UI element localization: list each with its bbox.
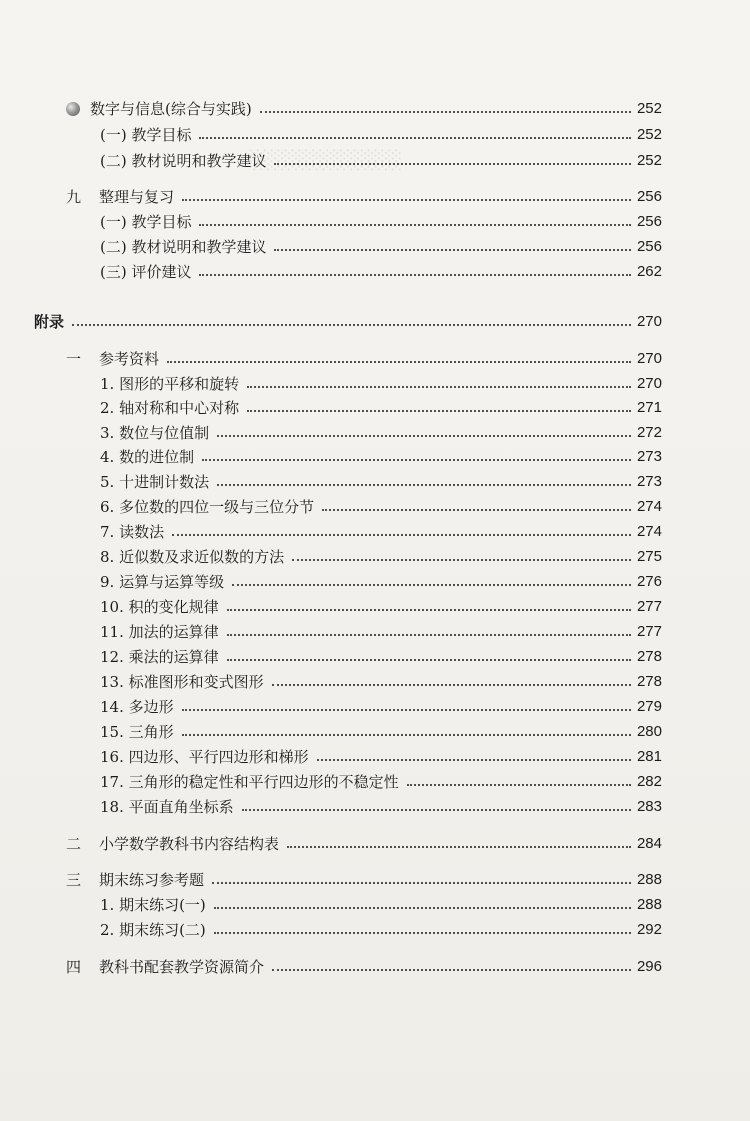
- leader-dots: [199, 136, 630, 139]
- leader-dots: [182, 733, 631, 736]
- leader-dots: [214, 906, 631, 909]
- toc-label: 2. 期末练习(二): [100, 921, 206, 939]
- toc-entry: [100, 666, 662, 692]
- leader-dots: [292, 558, 631, 561]
- toc-page-number: 279: [636, 698, 662, 715]
- toc-label: 期末练习参考题: [99, 871, 205, 889]
- toc-entry: [100, 145, 662, 171]
- bleed-through-text: ░░░░░░░░░░░: [250, 150, 403, 171]
- leader-dots: [322, 508, 631, 511]
- toc-label: 17. 三角形的稳定性和平行四边形的不稳定性: [100, 773, 399, 791]
- leader-dots: [227, 658, 631, 661]
- circle-bullet-icon: [66, 102, 80, 116]
- toc-entry: [100, 591, 662, 617]
- toc-label: 小学数学教科书内容结构表: [99, 835, 280, 853]
- toc-entry: [100, 231, 662, 257]
- leader-dots: [214, 931, 631, 934]
- toc-entry: [66, 828, 662, 854]
- toc-page-number: 283: [636, 798, 662, 815]
- toc-label: 18. 平面直角坐标系: [100, 798, 234, 816]
- toc-page-number: 280: [636, 723, 662, 740]
- toc-entry: [100, 491, 662, 517]
- toc-page-number: 292: [636, 921, 662, 938]
- toc-label: 10. 积的变化规律: [100, 598, 219, 616]
- toc-page-number: 288: [636, 871, 662, 888]
- toc-label: 7. 读数法: [100, 523, 165, 541]
- toc-entry: [66, 343, 662, 369]
- toc-page-number: 270: [636, 375, 662, 392]
- toc-entry: [100, 616, 662, 642]
- toc-label: 整理与复习: [99, 188, 175, 206]
- leader-dots: [317, 758, 631, 761]
- toc-label: 16. 四边形、平行四边形和梯形: [100, 748, 309, 766]
- leader-dots: [227, 608, 631, 611]
- leader-dots: [202, 458, 631, 461]
- toc-page-number: 252: [636, 152, 662, 169]
- toc-page-number: 270: [636, 313, 662, 330]
- toc-entry: [66, 951, 662, 977]
- toc-entry: [34, 306, 662, 332]
- chapter-number: 四: [66, 958, 82, 976]
- leader-dots: [242, 808, 631, 811]
- toc-entry: [100, 889, 662, 915]
- leader-dots: [199, 273, 630, 276]
- leader-dots: [272, 683, 631, 686]
- toc-entry: [100, 914, 662, 940]
- toc-label: 2. 轴对称和中心对称: [100, 399, 240, 417]
- toc-page-number: 271: [636, 399, 662, 416]
- leader-dots: [247, 385, 631, 388]
- leader-dots: [182, 198, 631, 201]
- toc-label: 教科书配套教学资源简介: [99, 958, 265, 976]
- toc-entry: [100, 256, 662, 282]
- toc-entry: [100, 741, 662, 767]
- toc-label: (三) 评价建议: [100, 263, 192, 281]
- toc-label: 4. 数的进位制: [100, 448, 195, 466]
- toc-page-number: 256: [636, 213, 662, 230]
- toc-page-number: 256: [636, 238, 662, 255]
- toc-label: (一) 教学目标: [100, 213, 192, 231]
- leader-dots: [172, 533, 631, 536]
- chapter-number: 三: [66, 871, 82, 889]
- toc-label: 数字与信息(综合与实践): [90, 100, 252, 118]
- toc-page-number: 273: [636, 448, 662, 465]
- toc-entry: [100, 119, 662, 145]
- chapter-number: 一: [66, 350, 82, 368]
- toc-entry: [100, 466, 662, 492]
- toc-entry: [100, 566, 662, 592]
- leader-dots: [167, 360, 631, 363]
- toc-label: 8. 近似数及求近似数的方法: [100, 548, 285, 566]
- toc-entry: [100, 541, 662, 567]
- toc-page-number: 275: [636, 548, 662, 565]
- toc-label: (二) 教材说明和教学建议: [100, 238, 267, 256]
- toc-page-number: 278: [636, 673, 662, 690]
- toc-label: 14. 多边形: [100, 698, 174, 716]
- toc-entry: [100, 766, 662, 792]
- toc-page-number: 288: [636, 896, 662, 913]
- toc-page-number: 270: [636, 350, 662, 367]
- toc-page-number: 256: [636, 188, 662, 205]
- toc-label: 15. 三角形: [100, 723, 174, 741]
- leader-dots: [232, 583, 631, 586]
- chapter-number: 九: [66, 188, 82, 206]
- toc-label: 1. 期末练习(一): [100, 896, 206, 914]
- toc-page-number: 252: [636, 100, 662, 117]
- appendix-heading: 附录: [34, 313, 65, 331]
- toc-entry: [100, 206, 662, 232]
- toc-label: 9. 运算与运算等级: [100, 573, 225, 591]
- toc-page-number: 274: [636, 523, 662, 540]
- leader-dots: [260, 110, 631, 113]
- toc-entry: [100, 516, 662, 542]
- leader-dots: [212, 881, 631, 884]
- toc-entry: [66, 93, 662, 119]
- leader-dots: [227, 633, 631, 636]
- toc-label: 11. 加法的运算律: [100, 623, 219, 641]
- toc-page-number: 252: [636, 126, 662, 143]
- toc-page-number: 273: [636, 473, 662, 490]
- leader-dots: [287, 845, 631, 848]
- toc-label: (一) 教学目标: [100, 126, 192, 144]
- toc-entry: [100, 441, 662, 467]
- toc-label: 5. 十进制计数法: [100, 473, 210, 491]
- leader-dots: [247, 409, 631, 412]
- leader-dots: [217, 483, 631, 486]
- toc-page-number: 272: [636, 424, 662, 441]
- toc-entry: [100, 417, 662, 443]
- leader-dots: [217, 434, 631, 437]
- toc-entry: [100, 716, 662, 742]
- toc-page-number: 274: [636, 498, 662, 515]
- toc-label: 1. 图形的平移和旋转: [100, 375, 240, 393]
- toc-label: 6. 多位数的四位一级与三位分节: [100, 498, 315, 516]
- toc-page-number: 278: [636, 648, 662, 665]
- toc-label: 参考资料: [99, 350, 160, 368]
- toc-page-number: 284: [636, 835, 662, 852]
- toc-page-number: 277: [636, 623, 662, 640]
- toc-page-number: 277: [636, 598, 662, 615]
- toc-label: 3. 数位与位值制: [100, 424, 210, 442]
- leader-dots: [182, 708, 631, 711]
- leader-dots: [274, 248, 630, 251]
- toc-label: (二) 教材说明和教学建议: [100, 152, 267, 170]
- toc-page-number: 262: [636, 263, 662, 280]
- toc-label: 12. 乘法的运算律: [100, 648, 219, 666]
- toc-page-number: 296: [636, 958, 662, 975]
- toc-entry: [100, 641, 662, 667]
- toc-entry: [100, 691, 662, 717]
- toc-entry: [100, 368, 662, 394]
- toc-entry: [66, 181, 662, 207]
- leader-dots: [272, 968, 631, 971]
- toc-label: 13. 标准图形和变式图形: [100, 673, 264, 691]
- chapter-number: 二: [66, 835, 82, 853]
- leader-dots: [274, 162, 630, 165]
- toc-entry: [66, 864, 662, 890]
- leader-dots: [72, 323, 631, 326]
- leader-dots: [199, 223, 630, 226]
- toc-page-number: 281: [636, 748, 662, 765]
- toc-entry: [100, 791, 662, 817]
- toc-page-number: 276: [636, 573, 662, 590]
- toc-page-number: 282: [636, 773, 662, 790]
- toc-entry: [100, 392, 662, 418]
- leader-dots: [407, 783, 631, 786]
